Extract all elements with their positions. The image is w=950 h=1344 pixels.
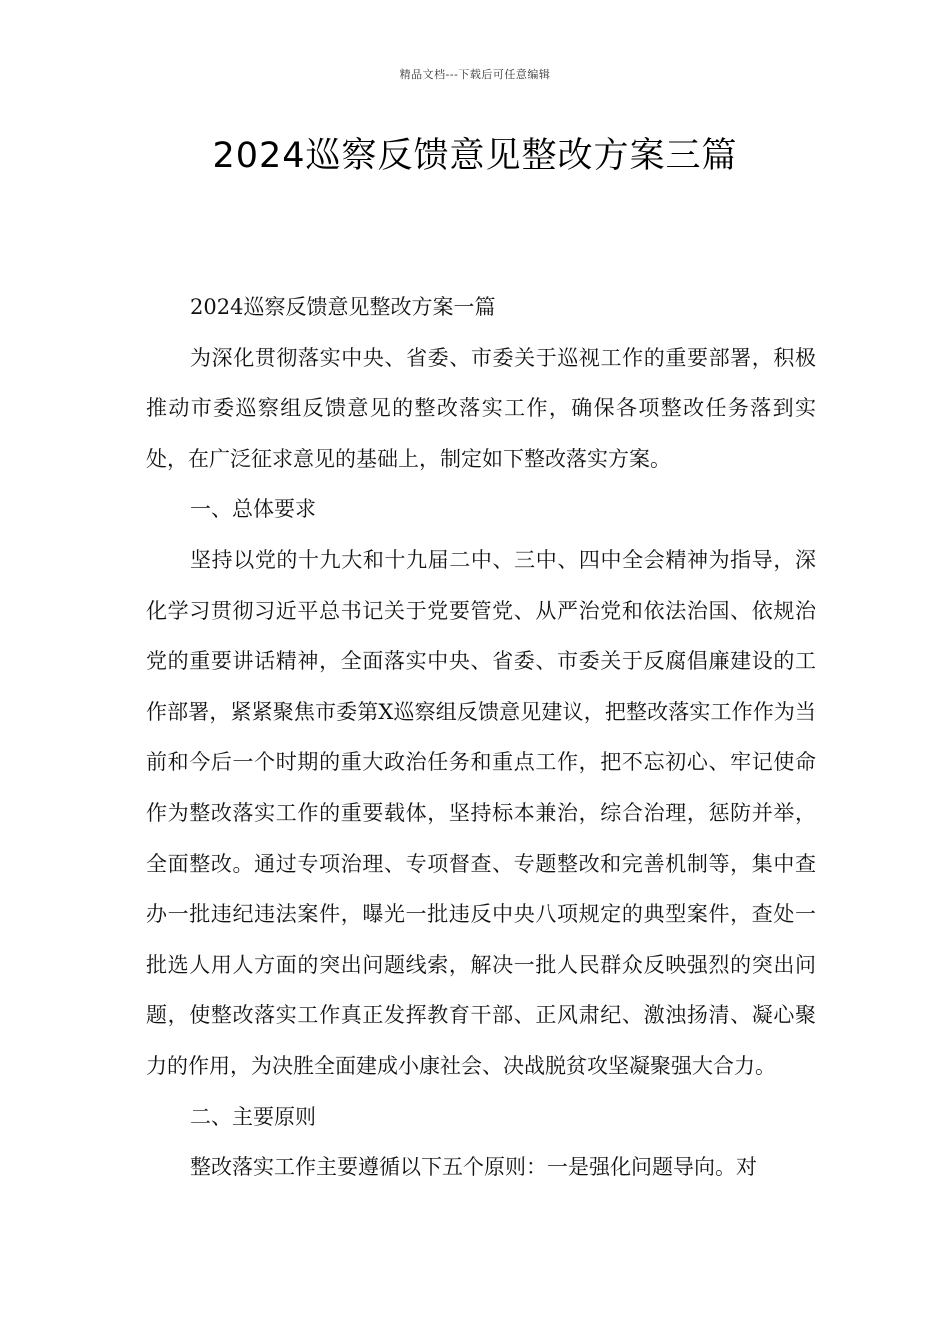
intro-paragraph: 为深化贯彻落实中央、省委、市委关于巡视工作的重要部署，积极推动市委巡察组反馈意见的整改落实工作，确保各项整改任务落到实处，在广泛征求意见的基础上，制定如下整改落实方案。 [146,345,816,471]
section-2-heading: 二、主要原则 [190,1104,316,1129]
section-1-paragraph: 坚持以党的十九大和十九届二中、三中、四中全会精神为指导，深化学习贯彻习近平总书记关于党要管党、从严治党和依法治国、依规治党的重要讲话精神，全面落实中央、省委、市委关于反腐倡廉建设的工作部署，紧紧聚焦市委第X巡察组反馈意见建议，把整改落实工作作为当前和今后一个时期的重大政治任务和重点工作，把不忘初心、牢记使命作为整改落实工作的重要载体，坚持标本兼治，综合治理，惩防并举，全面整改。通过专项治理、专项督查、专题整改和完善机制等，集中查办一批违纪违法案件，曝光一批违反中央八项规定的典型案件，查处一批选人用人方面的突出问题线索，解决一批人民群众反映强烈的突出问题，使整改落实工作真正发挥教育干部、正风肃纪、激浊扬清、凝心聚力的作用，为决胜全面建成小康社会、决战脱贫攻坚凝聚强大合力。 [146,547,816,1078]
section-1-heading: 一、总体要求 [190,497,316,522]
document-title: 2024巡察反馈意见整改方案三篇 [212,136,738,176]
header-note: 精品文档---下载后可任意编辑 [399,68,551,81]
sub-title: 2024巡察反馈意见整改方案一篇 [190,295,496,319]
section-2-paragraph: 整改落实工作主要遵循以下五个原则：一是强化问题导向。对 [190,1155,757,1180]
document-body [146,282,816,1193]
